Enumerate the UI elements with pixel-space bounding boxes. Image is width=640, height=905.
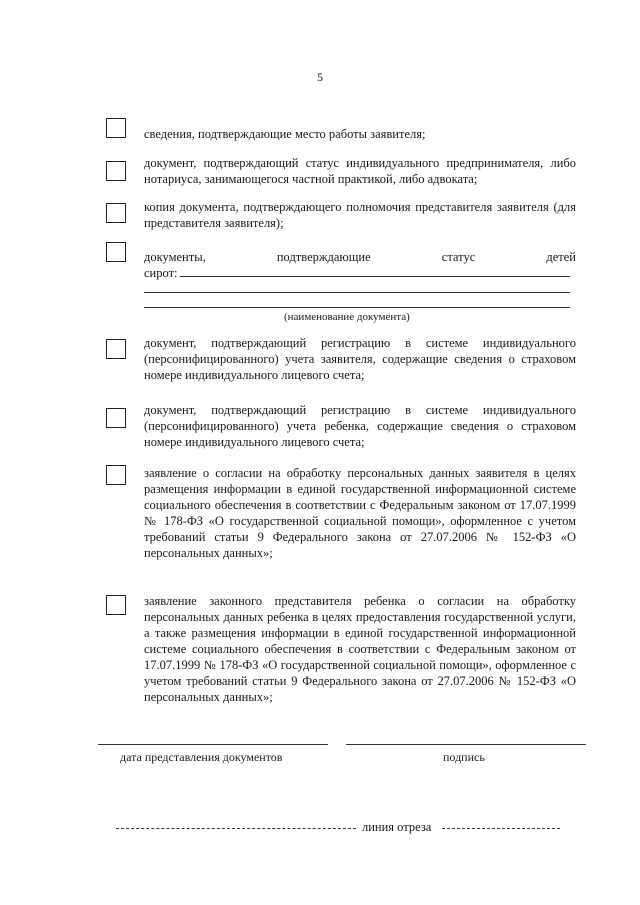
checkbox[interactable] — [106, 595, 126, 615]
cut-line-dashes-left — [116, 828, 356, 829]
document-name-caption: (наименование документа) — [284, 311, 410, 323]
date-label: дата представления документов — [120, 750, 283, 764]
cut-line-dashes-right — [442, 828, 560, 829]
cut-line-label: линия отреза — [362, 820, 432, 834]
list-item — [106, 199, 576, 235]
fill-line[interactable] — [144, 307, 570, 308]
checkbox[interactable] — [106, 465, 126, 485]
item-word: статус — [441, 250, 476, 264]
item-word: документы, — [144, 250, 206, 264]
list-item — [106, 118, 576, 142]
date-line[interactable] — [98, 744, 328, 745]
checkbox[interactable] — [106, 339, 126, 359]
checkbox[interactable] — [106, 161, 126, 181]
item-text: сведения, подтверждающие место работы заявителя; — [144, 127, 426, 141]
list-item — [106, 155, 576, 191]
item-text: заявление о согласии на обработку персональных данных заявителя в целях размещения информации в единой государственной информационной системе социального обеспечения в соответствии с Федеральным законом от 17.07.1999 № 178-ФЗ «О государственной социальной помощи», оформленное с учетом требований статьи 9 Федерального закона от 27.07.2006 № 152-ФЗ «О персональных данных»; — [144, 466, 576, 560]
signature-line[interactable] — [346, 744, 586, 745]
item-word: подтверждающие — [276, 250, 371, 264]
list-item — [106, 335, 576, 387]
item-text: документ, подтверждающий регистрацию в системе индивидуального (персонифицированного) учета заявителя, содержащие сведения о страховом номере индивидуального лицевого счета; — [144, 336, 576, 382]
list-item — [106, 402, 576, 454]
item-text: заявление законного представителя ребенка о согласии на обработку персональных данных ребенка в целях предоставления государственной услуги, а также размещения информации в единой государственной информационной системе социального обеспечения в соответствии с Федеральным законом от 17.07.1999 № 178-ФЗ «О государственной социальной помощи», оформленное с учетом требований статьи 9 Федерального закона от 27.07.2006 № 152-ФЗ «О персональных данных»; — [144, 594, 576, 704]
checkbox[interactable] — [106, 203, 126, 223]
item-text-line: сирот: — [144, 266, 178, 280]
item-text: документ, подтверждающий статус индивидуального предпринимателя, либо нотариуса, занимающегося частной практикой, либо адвоката; — [144, 156, 576, 186]
item-text-line — [144, 249, 576, 265]
item-text: документ, подтверждающий регистрацию в системе индивидуального (персонифицированного) учета ребенка, содержащие сведения о страховом номере индивидуального лицевого счета; — [144, 403, 576, 449]
checkbox[interactable] — [106, 118, 126, 138]
fill-line[interactable] — [180, 276, 570, 277]
signature-label: подпись — [443, 750, 485, 764]
fill-line[interactable] — [144, 292, 570, 293]
list-item — [106, 465, 576, 581]
checkbox[interactable] — [106, 408, 126, 428]
list-item — [106, 593, 576, 725]
cut-line — [116, 820, 560, 836]
item-text: копия документа, подтверждающего полномочия представителя заявителя (для представителя заявителя); — [144, 200, 576, 230]
page-number: 5 — [317, 70, 323, 84]
item-word: детей — [546, 250, 576, 264]
checkbox[interactable] — [106, 242, 126, 262]
